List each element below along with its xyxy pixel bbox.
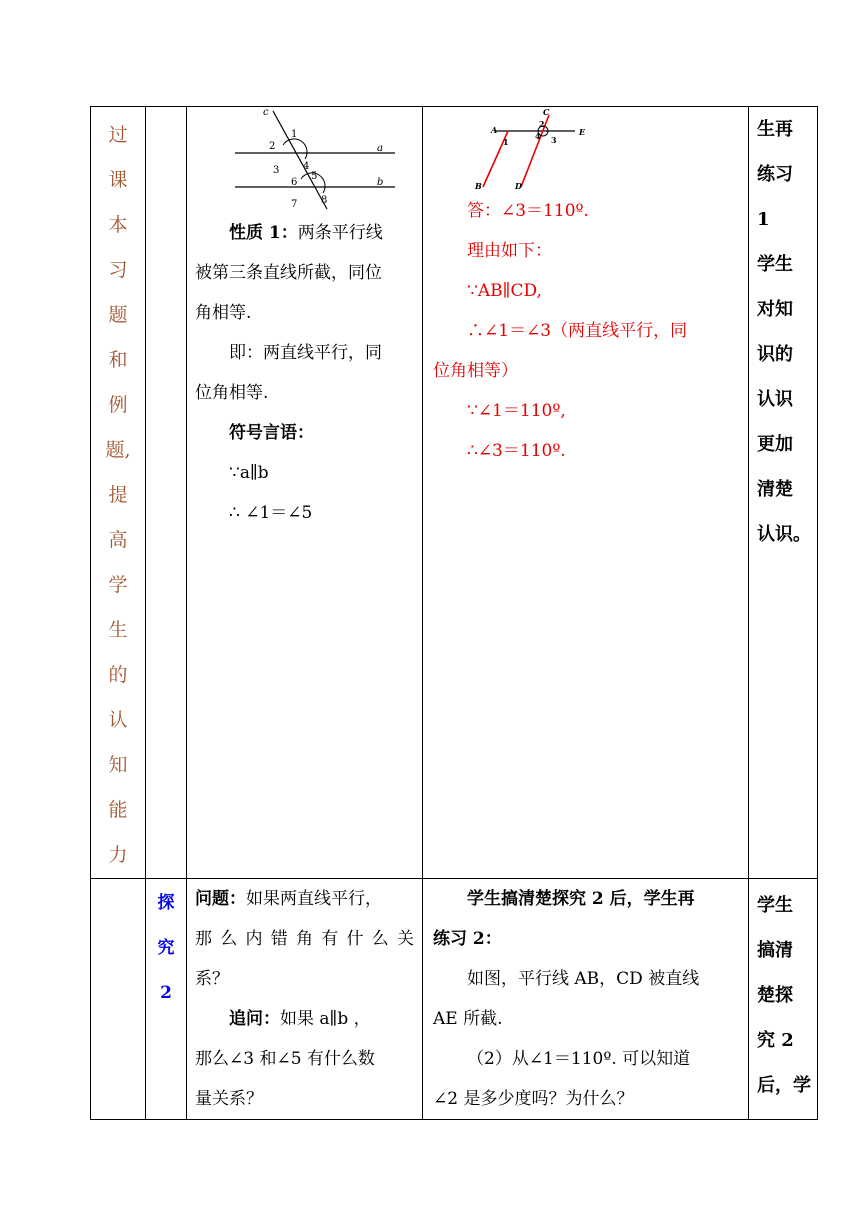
stack-text-line: 楚探: [757, 985, 793, 1006]
fig1-label: c: [263, 107, 269, 118]
stack-text-line: 清楚: [757, 479, 793, 500]
fig2-label: 1: [503, 137, 509, 147]
table-row: [91, 879, 818, 1120]
answer-line: ∵AB∥CD,: [467, 281, 542, 301]
design-intent-cell: [749, 879, 818, 1120]
property-restatement: 位角相等.: [195, 383, 269, 403]
fig1-label: 3: [273, 165, 280, 176]
parallel-lines-figure-2: [463, 107, 603, 197]
stack-text-line: 究: [157, 938, 175, 958]
fig1-label: 5: [311, 171, 318, 182]
stage-column-cell: [91, 879, 146, 1120]
design-intent-cell: [749, 107, 818, 879]
stack-text-line: 力: [108, 844, 128, 866]
stack-text-line: 生: [108, 619, 128, 641]
answer-line: ∵∠1＝110º,: [467, 401, 566, 421]
stack-text-line: 认识: [757, 389, 793, 410]
stage-vertical-text: [91, 107, 145, 878]
student-activity-cell: [423, 107, 749, 879]
stack-text-line: 认: [108, 709, 128, 731]
fig2-label: B: [475, 181, 482, 191]
answer-line: ∴∠1＝∠3（两直线平行，同: [467, 321, 688, 341]
stack-text-line: 2: [160, 983, 172, 1003]
answer-line: 位角相等）: [433, 361, 518, 381]
step-column-cell: [146, 879, 187, 1120]
teacher-activity-cell: [187, 107, 423, 879]
stack-text-line: 识的: [757, 344, 793, 365]
fig1-label: 2: [269, 141, 276, 152]
stack-text-line: 高: [108, 529, 128, 551]
question-text: 那么内错角有什么关: [195, 929, 414, 949]
practice-line: （2）从∠1＝110º. 可以知道: [467, 1049, 691, 1069]
stack-text-line: 生再: [757, 119, 793, 140]
answer-line: 答：∠3＝110º.: [467, 201, 589, 221]
fig2-label: 4: [535, 131, 541, 141]
step-column-cell: [146, 107, 187, 879]
stack-text-line: 知: [108, 754, 128, 776]
fig2-label: 2: [539, 119, 545, 129]
table-row: [91, 107, 818, 879]
stack-text-line: 更加: [757, 434, 793, 455]
followup-text: 那么∠3 和∠5 有什么数: [195, 1049, 375, 1069]
symbol-heading: 符号言语：: [229, 423, 314, 443]
property-text: 两条平行线: [297, 223, 383, 243]
stack-text-line: 题,: [105, 439, 131, 461]
stack-text-line: 究 2: [757, 1030, 794, 1051]
stack-text-line: 认识。: [757, 524, 811, 545]
fig2-label: 3: [551, 135, 557, 145]
stack-text-line: 练习: [757, 164, 793, 185]
stack-text-line: 习: [108, 259, 128, 281]
lesson-table: [90, 106, 818, 1120]
stack-text-line: 过: [108, 124, 128, 146]
design-intent-text: [757, 879, 817, 1108]
fig1-label: 6: [291, 177, 298, 188]
stack-text-line: 探: [157, 893, 175, 913]
stack-text-line: 例: [108, 394, 128, 416]
stack-text-line: 提: [108, 484, 128, 506]
fig1-label: 7: [291, 199, 298, 210]
stack-text-line: 的: [108, 664, 128, 686]
property-paragraph: [195, 213, 414, 253]
student-activity-cell: [423, 879, 749, 1120]
answer-line: 理由如下：: [467, 241, 552, 261]
question-line: [195, 879, 414, 919]
followup-label: 追问：: [229, 1009, 280, 1029]
stack-text-line: 对知: [757, 299, 793, 320]
followup-line: [195, 999, 414, 1039]
stack-text-line: 课: [108, 169, 128, 191]
fig2-label: C: [543, 107, 550, 117]
stack-text-line: 和: [108, 349, 128, 371]
stack-text-line: 后，学: [757, 1075, 811, 1096]
property-text: 被第三条直线所截，同位: [195, 263, 382, 283]
fig1-label: 1: [291, 129, 298, 140]
stack-text-line: 题: [108, 304, 128, 326]
fig2-label: A: [491, 125, 498, 135]
fig1-label: a: [377, 143, 383, 154]
answer-block: [433, 191, 740, 471]
answer-line: ∴∠3＝110º.: [467, 441, 566, 461]
practice-line: AE 所截.: [433, 1009, 503, 1029]
stack-text-line: 搞清: [757, 940, 793, 961]
design-intent-text: [757, 107, 817, 557]
symbol-line: ∵a∥b: [229, 463, 269, 483]
fig1-label: 4: [303, 161, 310, 172]
followup-text: 如果 a∥b ，: [280, 1009, 371, 1029]
stack-text-line: 能: [108, 799, 128, 821]
property-restatement: 即：两直线平行，同: [229, 343, 382, 363]
fig2-label: D: [515, 181, 522, 191]
property-text: 角相等.: [195, 303, 252, 323]
fig1-label: b: [377, 177, 384, 188]
fig2-label: E: [579, 127, 586, 137]
question-text: 系？: [195, 969, 229, 989]
stack-text-line: 学生: [757, 895, 793, 916]
stack-text-line: 学生: [757, 254, 793, 275]
symbol-line: ∴ ∠1＝∠5: [229, 503, 313, 523]
parallel-lines-figure: [195, 107, 415, 213]
practice-line: ∠2 是多少度吗？为什么？: [433, 1089, 634, 1109]
stage-column-cell: [91, 107, 146, 879]
teacher-activity-cell: [187, 879, 423, 1120]
practice-line: 练习 2：: [433, 929, 502, 949]
stack-text-line: 1: [757, 209, 770, 230]
question-label: 问题：: [195, 889, 246, 909]
property-heading: 性质 1：: [229, 223, 298, 243]
followup-text: 量关系？: [195, 1089, 263, 1109]
stack-text-line: 学: [108, 574, 128, 596]
stack-text-line: 本: [108, 214, 128, 236]
practice-line: 如图，平行线 AB，CD 被直线: [467, 969, 700, 989]
practice-line: 学生搞清楚探究 2 后，学生再: [467, 889, 695, 909]
fig1-label: 8: [321, 195, 328, 206]
question-text: 如果两直线平行，: [246, 889, 382, 909]
explore-2-vertical-label: [146, 879, 186, 1016]
